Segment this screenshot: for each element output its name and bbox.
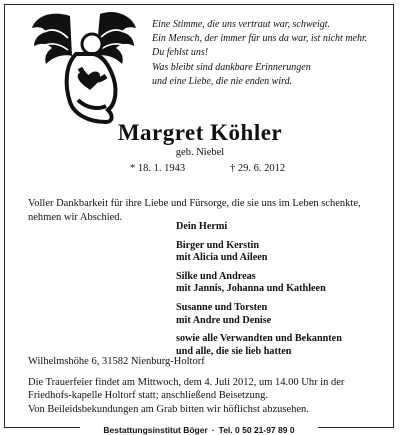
mourner-line: und alle, die sie lieb hatten	[176, 345, 292, 357]
mourners-list	[176, 221, 342, 358]
poem-line: Du fehlst uns!	[152, 47, 209, 59]
poem-line: und eine Liebe, die nie enden wird.	[152, 75, 293, 87]
thanks-text: Voller Dankbarkeit für ihre Liebe und Fürsorge, die sie uns im Leben schenkte, nehmen wir Abschied.	[28, 198, 361, 223]
mourner-line: mit Alicia und Aileen	[176, 252, 268, 264]
condolence-text: Von Beileidsbekundungen am Grab bitten wir höflichst abzusehen.	[28, 404, 309, 415]
mourner-line: Dein Hermi	[176, 221, 228, 232]
angel-icon	[30, 10, 138, 128]
funeral-home-name: Bestattungsinstitut Böger	[103, 424, 208, 435]
poem-line: Was bleibt sind dankbare Erinnerungen	[152, 61, 311, 73]
poem	[152, 18, 392, 89]
footer-separator: ·	[211, 424, 215, 435]
mourner-line: Silke und Andreas	[176, 270, 256, 282]
mourner-line: mit Jannis, Johanna und Kathleen	[176, 283, 326, 295]
poem-line: Eine Stimme, die uns vertraut war, schweigt.	[152, 19, 331, 30]
birth-date: * 18. 1. 1943	[130, 163, 186, 174]
funeral-home-footer	[80, 424, 318, 435]
deceased-name: Margret Köhler	[117, 120, 283, 145]
address: Wilhelmshöhe 6, 31582 Nienburg-Holtorf	[28, 356, 205, 367]
poem-line: Ein Mensch, der immer für uns da war, ist nicht mehr.	[152, 33, 368, 45]
birth-name: geb. Niebel	[175, 147, 225, 158]
mourner-line: sowie alle Verwandten und Bekannten	[176, 333, 342, 345]
death-date: † 29. 6. 2012	[230, 163, 286, 174]
mourner-line: Susanne und Torsten	[176, 301, 268, 313]
funeral-text: Die Trauerfeier findet am Mittwoch, dem 4. Juli 2012, um 14.00 Uhr in der Friedhofs-kapelle Holtorf statt; anschließend Beisetzung.	[28, 377, 345, 401]
mourner-line: mit Andre und Denise	[176, 314, 272, 326]
mourner-line: Birger und Kerstin	[176, 239, 260, 251]
funeral-home-phone: Tel. 0 50 21-97 89 0	[218, 424, 295, 435]
